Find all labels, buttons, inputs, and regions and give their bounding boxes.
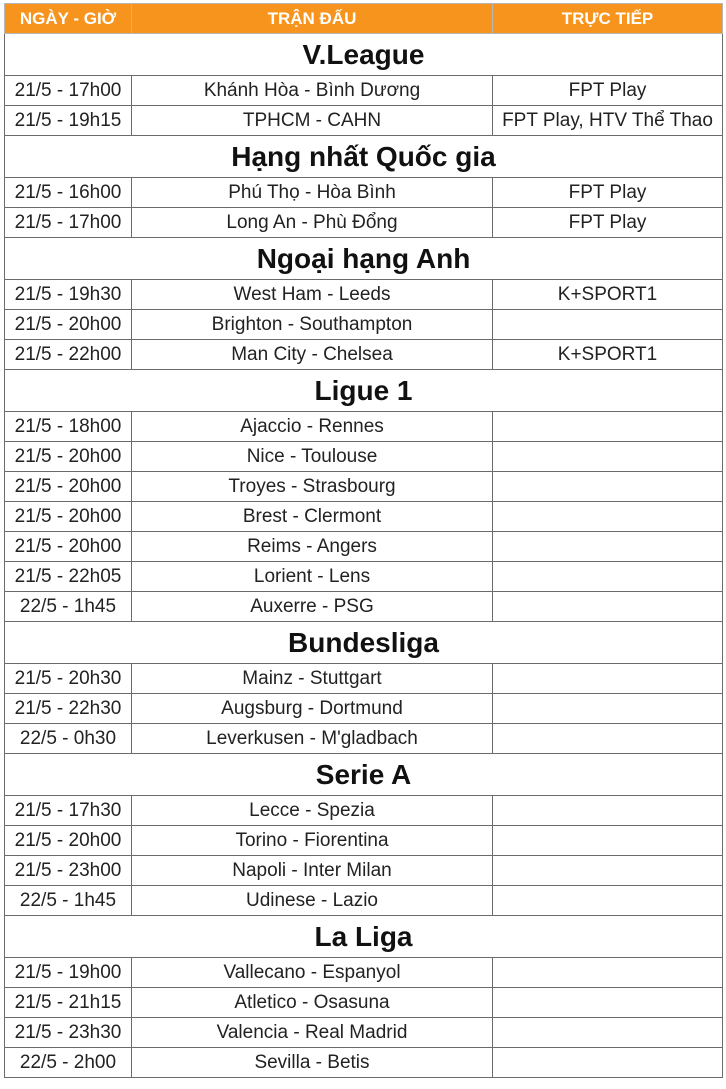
match-channel bbox=[493, 694, 723, 724]
match-row bbox=[5, 472, 723, 502]
match-row bbox=[5, 208, 723, 238]
match-teams: Ajaccio - Rennes bbox=[132, 412, 493, 442]
match-row bbox=[5, 442, 723, 472]
match-time: 21/5 - 20h00 bbox=[5, 826, 132, 856]
match-row bbox=[5, 106, 723, 136]
schedule-table bbox=[4, 3, 723, 1078]
match-teams: Lorient - Lens bbox=[132, 562, 493, 592]
match-teams: Torino - Fiorentina bbox=[132, 826, 493, 856]
match-channel: FPT Play bbox=[493, 208, 723, 238]
match-row bbox=[5, 502, 723, 532]
match-row bbox=[5, 562, 723, 592]
match-channel bbox=[493, 1018, 723, 1048]
match-channel bbox=[493, 988, 723, 1018]
header-row bbox=[5, 4, 723, 34]
match-channel bbox=[493, 796, 723, 826]
match-channel bbox=[493, 412, 723, 442]
league-title: Ngoại hạng Anh bbox=[5, 238, 723, 280]
match-time: 21/5 - 16h00 bbox=[5, 178, 132, 208]
match-time: 22/5 - 1h45 bbox=[5, 886, 132, 916]
league-header-row bbox=[5, 136, 723, 178]
match-time: 21/5 - 19h00 bbox=[5, 958, 132, 988]
match-teams: Vallecano - Espanyol bbox=[132, 958, 493, 988]
league-header-row bbox=[5, 622, 723, 664]
match-teams: Phú Thọ - Hòa Bình bbox=[132, 178, 493, 208]
match-row bbox=[5, 694, 723, 724]
match-time: 22/5 - 1h45 bbox=[5, 592, 132, 622]
league-header-row bbox=[5, 916, 723, 958]
match-teams: Atletico - Osasuna bbox=[132, 988, 493, 1018]
league-title: La Liga bbox=[5, 916, 723, 958]
league-title: Ligue 1 bbox=[5, 370, 723, 412]
match-teams: Long An - Phù Đổng bbox=[132, 208, 493, 238]
league-header-row bbox=[5, 370, 723, 412]
match-row bbox=[5, 796, 723, 826]
league-title: V.League bbox=[5, 34, 723, 76]
match-row bbox=[5, 280, 723, 310]
schedule-body bbox=[5, 34, 723, 1078]
match-teams: Mainz - Stuttgart bbox=[132, 664, 493, 694]
match-teams: Khánh Hòa - Bình Dương bbox=[132, 76, 493, 106]
match-channel: FPT Play, HTV Thể Thao bbox=[493, 106, 723, 136]
match-teams: Valencia - Real Madrid bbox=[132, 1018, 493, 1048]
match-time: 21/5 - 21h15 bbox=[5, 988, 132, 1018]
league-header-row bbox=[5, 34, 723, 76]
match-time: 22/5 - 2h00 bbox=[5, 1048, 132, 1078]
match-teams: Napoli - Inter Milan bbox=[132, 856, 493, 886]
header-datetime: NGÀY - GIỜ bbox=[5, 4, 132, 34]
header-live: TRỰC TIẾP bbox=[493, 4, 723, 34]
match-channel bbox=[493, 826, 723, 856]
match-row bbox=[5, 76, 723, 106]
match-row bbox=[5, 592, 723, 622]
match-row bbox=[5, 532, 723, 562]
match-time: 21/5 - 20h30 bbox=[5, 664, 132, 694]
match-time: 21/5 - 22h00 bbox=[5, 340, 132, 370]
match-teams: Augsburg - Dortmund bbox=[132, 694, 493, 724]
match-teams: Auxerre - PSG bbox=[132, 592, 493, 622]
match-row bbox=[5, 988, 723, 1018]
match-channel: K+SPORT1 bbox=[493, 280, 723, 310]
match-time: 21/5 - 17h30 bbox=[5, 796, 132, 826]
match-time: 21/5 - 19h15 bbox=[5, 106, 132, 136]
match-channel: K+SPORT1 bbox=[493, 340, 723, 370]
match-teams: Man City - Chelsea bbox=[132, 340, 493, 370]
match-teams: Lecce - Spezia bbox=[132, 796, 493, 826]
match-teams: Brighton - Southampton bbox=[132, 310, 493, 340]
match-channel bbox=[493, 562, 723, 592]
match-row bbox=[5, 664, 723, 694]
match-channel bbox=[493, 856, 723, 886]
match-teams: Brest - Clermont bbox=[132, 502, 493, 532]
match-channel bbox=[493, 472, 723, 502]
header-match: TRẬN ĐẤU bbox=[132, 4, 493, 34]
match-channel bbox=[493, 592, 723, 622]
match-time: 21/5 - 18h00 bbox=[5, 412, 132, 442]
league-title: Serie A bbox=[5, 754, 723, 796]
match-row bbox=[5, 340, 723, 370]
league-title: Hạng nhất Quốc gia bbox=[5, 136, 723, 178]
match-time: 21/5 - 23h00 bbox=[5, 856, 132, 886]
match-channel bbox=[493, 886, 723, 916]
match-row bbox=[5, 826, 723, 856]
match-time: 21/5 - 20h00 bbox=[5, 502, 132, 532]
league-title: Bundesliga bbox=[5, 622, 723, 664]
match-time: 21/5 - 19h30 bbox=[5, 280, 132, 310]
match-channel bbox=[493, 1048, 723, 1078]
match-row bbox=[5, 856, 723, 886]
match-time: 21/5 - 23h30 bbox=[5, 1018, 132, 1048]
match-time: 21/5 - 22h05 bbox=[5, 562, 132, 592]
match-time: 21/5 - 22h30 bbox=[5, 694, 132, 724]
match-teams: West Ham - Leeds bbox=[132, 280, 493, 310]
match-time: 21/5 - 20h00 bbox=[5, 532, 132, 562]
match-time: 22/5 - 0h30 bbox=[5, 724, 132, 754]
league-header-row bbox=[5, 754, 723, 796]
match-channel: FPT Play bbox=[493, 76, 723, 106]
match-teams: Udinese - Lazio bbox=[132, 886, 493, 916]
match-teams: Nice - Toulouse bbox=[132, 442, 493, 472]
match-teams: Sevilla - Betis bbox=[132, 1048, 493, 1078]
match-row bbox=[5, 958, 723, 988]
match-teams: TPHCM - CAHN bbox=[132, 106, 493, 136]
match-time: 21/5 - 20h00 bbox=[5, 472, 132, 502]
match-teams: Troyes - Strasbourg bbox=[132, 472, 493, 502]
match-channel bbox=[493, 958, 723, 988]
match-row bbox=[5, 310, 723, 340]
match-row bbox=[5, 724, 723, 754]
match-time: 21/5 - 17h00 bbox=[5, 76, 132, 106]
match-channel bbox=[493, 442, 723, 472]
match-channel bbox=[493, 724, 723, 754]
match-teams: Reims - Angers bbox=[132, 532, 493, 562]
match-channel bbox=[493, 310, 723, 340]
match-row bbox=[5, 412, 723, 442]
match-row bbox=[5, 1018, 723, 1048]
match-time: 21/5 - 20h00 bbox=[5, 442, 132, 472]
match-teams: Leverkusen - M'gladbach bbox=[132, 724, 493, 754]
match-row bbox=[5, 1048, 723, 1078]
match-channel bbox=[493, 664, 723, 694]
league-header-row bbox=[5, 238, 723, 280]
match-row bbox=[5, 886, 723, 916]
match-row bbox=[5, 178, 723, 208]
match-channel bbox=[493, 532, 723, 562]
match-channel: FPT Play bbox=[493, 178, 723, 208]
match-time: 21/5 - 17h00 bbox=[5, 208, 132, 238]
match-time: 21/5 - 20h00 bbox=[5, 310, 132, 340]
match-channel bbox=[493, 502, 723, 532]
